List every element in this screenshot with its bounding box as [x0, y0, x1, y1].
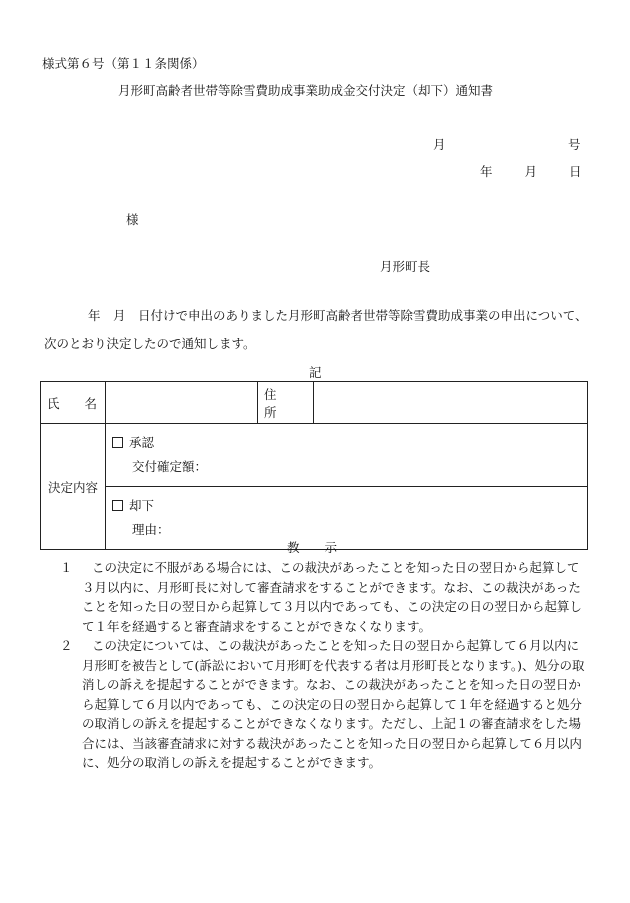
ki-heading: 記 — [309, 365, 322, 380]
reason-label: 理由： — [132, 522, 170, 537]
note-text: この決定に不服がある場合には、この裁決があったことを知った日の翌日から起算して３月以内に、月形町長に対して審査請求をすることができます。なお、この裁決があったことを知った日の翌日から起算して３月以内であっても、この決定の日の翌日から起算して１年を経過すると審査請求をすることができなくなります。 — [82, 560, 582, 634]
approve-checkbox[interactable] — [112, 437, 123, 448]
decision-label: 決定内容 — [41, 424, 106, 550]
form-number: 様式第６号（第１１条関係） — [42, 56, 205, 71]
list-item — [60, 558, 590, 636]
reject-label: 却下 — [129, 498, 155, 513]
note-number: ２ — [60, 638, 73, 653]
list-item — [60, 636, 590, 773]
addressee-suffix: 様 — [126, 212, 139, 227]
document-title: 月形町高齢者世帯等除雪費助成事業助成金交付決定（却下）通知書 — [118, 83, 494, 98]
body-text: 年 月 日付けで申出のありました月形町高齢者世帯等除雪費助成事業の申出について、次のとおり決定したので通知します。 — [44, 308, 588, 351]
header-day: 日 — [569, 164, 582, 179]
approve-label: 承認 — [129, 435, 155, 450]
address-label: 住 所 — [258, 382, 314, 424]
note-number: １ — [60, 560, 73, 575]
reject-option — [112, 494, 581, 518]
approve-cell — [106, 424, 588, 487]
header-number: 号 — [568, 137, 581, 152]
header-month2: 月 — [524, 164, 538, 179]
approve-option — [112, 431, 581, 455]
header-date — [480, 162, 582, 180]
instruction-notes — [60, 558, 590, 773]
name-label: 氏 名 — [41, 382, 106, 424]
header-month: 月 — [433, 137, 446, 152]
sender: 月形町長 — [380, 259, 431, 274]
note-text: この決定については、この裁決があったことを知った日の翌日から起算して６月以内に月形町を被告として(訴訟において月形町を代表する者は月形町長となります。)、処分の取消しの訴えを提起することができます。なお、この裁決があったことを知った日の翌日から起算して６月以内であっても、この決定の日の翌日から起算して１年を経過すると処分の取消しの訴えを提起することができなくなります。ただし、上記１の審査請求をした場合には、当該審査請求に対する裁決があったことを知った日の翌日から起算して６月以内に、処分の取消しの訴えを提起することができます。 — [82, 638, 585, 770]
table-row — [41, 382, 588, 424]
amount-label: 交付確定額： — [132, 459, 208, 474]
decision-table — [40, 381, 588, 550]
reject-checkbox[interactable] — [112, 500, 123, 511]
table-row — [41, 424, 588, 487]
name-value — [106, 382, 258, 424]
address-value — [314, 382, 588, 424]
header-year: 年 — [480, 164, 493, 179]
reject-cell — [106, 487, 588, 550]
instruction-heading: 教 示 — [287, 540, 338, 555]
